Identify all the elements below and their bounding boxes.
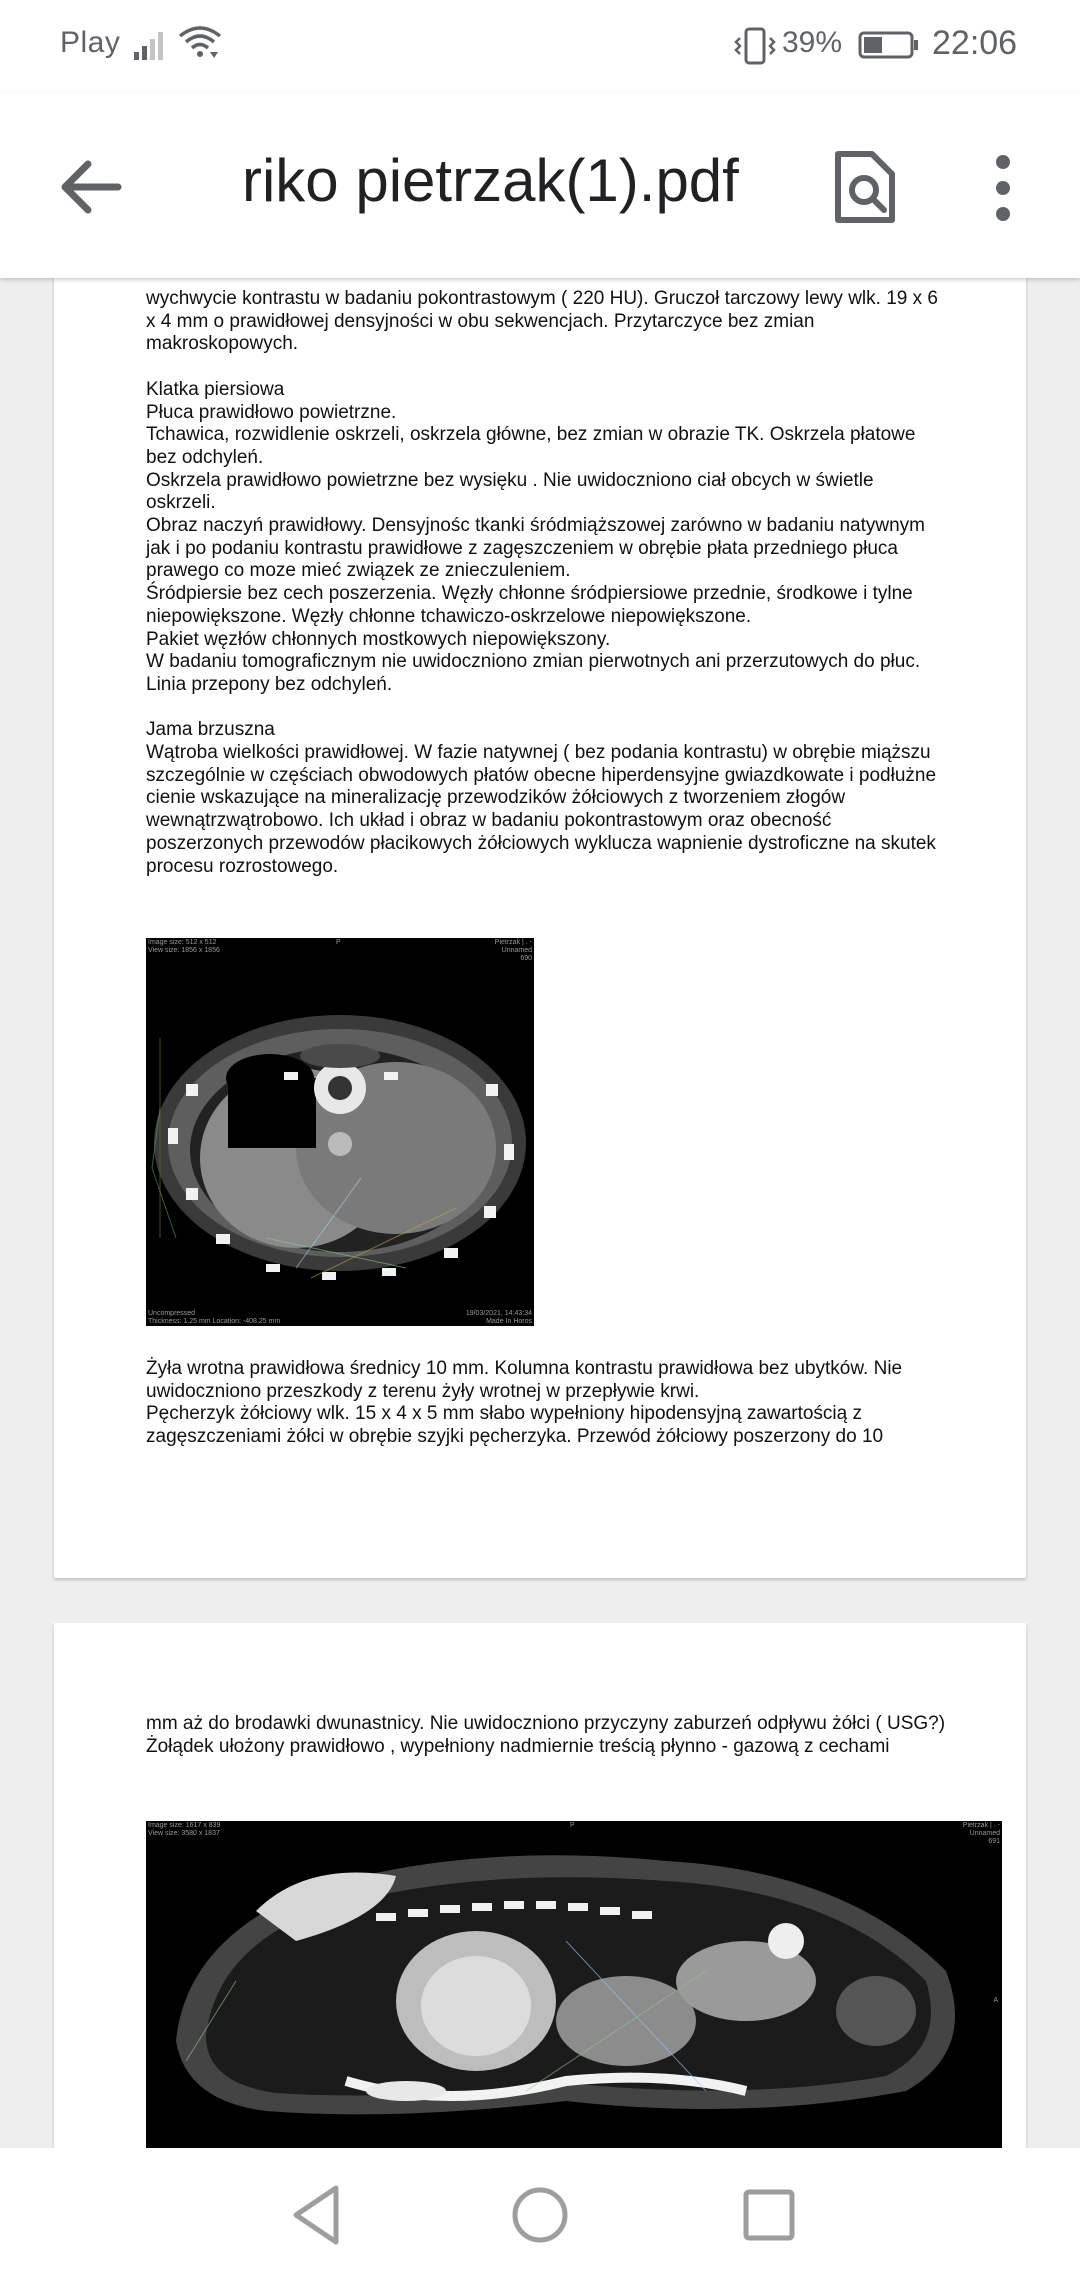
scan-orientation-right: A xyxy=(993,1997,998,2004)
back-arrow-icon[interactable] xyxy=(56,152,126,222)
ct-scan-sagittal-image xyxy=(146,1821,1002,2148)
paragraph: Płuca prawidłowo powietrzne. xyxy=(146,401,397,423)
vibrate-icon xyxy=(732,26,778,66)
section-heading-abdomen: Jama brzuszna xyxy=(146,719,275,741)
paragraph: Linia przepony bez odchyleń. xyxy=(146,673,393,695)
scan-date: 19/03/2021, 14:43:34 xyxy=(465,1310,532,1317)
scan-orientation-label: P xyxy=(336,939,341,946)
recents-square-icon[interactable] xyxy=(734,2180,804,2250)
paragraph: Oskrzela prawidłowo powietrzne bez wysięku . Nie uwidoczniono ciał obcych w świetle oskrzeli. xyxy=(146,469,874,514)
scan-info-image-size: Image size: 1617 x 839 xyxy=(148,1822,221,1829)
wifi-icon xyxy=(178,24,222,62)
battery-icon xyxy=(858,30,920,60)
scan-patient-name: Pietrzak | . - xyxy=(962,1822,1000,1829)
status-bar xyxy=(0,0,1080,92)
scan-software: Made In Horos xyxy=(486,1318,532,1325)
paragraph: Wątroba wielkości prawidłowej. W fazie natywnej ( bez podania kontrastu) w obrębie miąższu szczególnie w częściach obwodowych płatów obecne hiperdensyjne gwiazdkowate i podłużne cienie wskazujące na mineralizację przewodzików żółciowych z tworzeniem złogów wewnątrzwątrobowo. Ich układ i obraz w badaniu pokontrastowym oraz obecność poszerzonych przewodów płacikowych żółciowych wyklucza wapnienie dystroficzne na skutek procesu rozrostowego. xyxy=(146,742,937,877)
battery-percent: 39% xyxy=(782,26,843,59)
scan-info-view-size: View size: 1856 x 1856 xyxy=(148,947,220,954)
scan-patient-name: Pietrzak | . - xyxy=(494,939,532,946)
scan-image-number: 690 xyxy=(520,955,532,962)
signal-icon xyxy=(134,30,166,60)
pdf-page-2 xyxy=(54,1623,1026,2148)
paragraph: Tchawica, rozwidlenie oskrzeli, oskrzela główne, bez zmian w obrazie TK. Oskrzela płatowe bez odchyleń. xyxy=(146,424,916,468)
paragraph: W badaniu tomograficznym nie uwidoczniono zmian pierwotnych ani przerzutowych do płuc. xyxy=(146,651,921,673)
scan-info-view-size: View size: 3580 x 1837 xyxy=(148,1830,220,1837)
scan-series-name: Unnamed xyxy=(969,1830,1000,1837)
system-navigation-bar xyxy=(0,2148,1080,2280)
page1-text-top xyxy=(146,288,946,878)
scan-orientation-label: P xyxy=(570,1822,575,1829)
pdf-viewer[interactable] xyxy=(0,278,1080,2148)
page1-text-bottom xyxy=(146,1358,946,1449)
home-circle-icon[interactable] xyxy=(505,2180,575,2250)
paragraph: Pakiet węzłów chłonnych mostkowych niepowiększony. xyxy=(146,628,611,650)
paragraph: Pęcherzyk żółciowy wlk. 15 x 4 x 5 mm słabo wypełniony hipodensyjną zawartością z zagęszczeniami żółci w obrębie szyjki pęcherzyka. Przewód żółciowy poszerzony do 10 xyxy=(146,1403,884,1448)
scan-info-image-size: Image size: 512 x 512 xyxy=(148,939,217,946)
more-vert-icon[interactable] xyxy=(990,152,1016,224)
scan-image-number: 691 xyxy=(988,1838,1000,1845)
paragraph: Śródpiersie bez cech poszerzenia. Węzły chłonne śródpiersiowe przednie, środkowe i tylne niepowiększone. Węzły chłonne tchawiczo-oskrzelowe niepowiększone. xyxy=(146,583,913,627)
paragraph-gap xyxy=(146,697,946,720)
ct-scan-axial-image xyxy=(146,938,534,1326)
clock-time: 22:06 xyxy=(932,24,1018,62)
back-triangle-icon[interactable] xyxy=(282,2180,352,2250)
paragraph: wychwycie kontrastu w badaniu pokontrastowym ( 220 HU). Gruczoł tarczowy lewy wlk. 19 x 6 x 4 mm o prawidłowej densyjności w obu sekwencjach. Przytarczyce bez zmian makroskopowych. xyxy=(146,288,938,355)
app-bar xyxy=(0,92,1080,278)
paragraph: Żyła wrotna prawidłowa średnicy 10 mm. Kolumna kontrastu prawidłowa bez ubytków. Nie uwidoczniono przeszkody z terenu żyły wrotnej w przepływie krwi. xyxy=(146,1358,903,1402)
section-heading-chest: Klatka piersiowa xyxy=(146,378,285,400)
ct-sagittal-illustration xyxy=(146,1821,1002,2148)
paragraph: mm aż do brodawki dwunastnicy. Nie uwidoczniono przyczyny zaburzeń odpływu żółci ( USG?) xyxy=(146,1713,946,1734)
document-title: riko pietrzak(1).pdf xyxy=(242,147,739,214)
scan-compression: Uncompressed xyxy=(148,1310,196,1317)
scan-thickness-location: Thickness: 1.25 mm Location: -408.25 mm xyxy=(148,1318,281,1325)
document-search-icon[interactable] xyxy=(832,148,898,226)
paragraph-gap xyxy=(146,356,946,379)
page2-text xyxy=(146,1713,946,1758)
pdf-page-1 xyxy=(54,278,1026,1578)
ct-axial-illustration xyxy=(146,938,534,1326)
paragraph: Żołądek ułożony prawidłowo , wypełniony nadmiernie treścią płynno - gazową z cechami xyxy=(146,1735,890,1757)
carrier-name: Play xyxy=(60,26,121,59)
paragraph: Obraz naczyń prawidłowy. Densyjnośc tkanki śródmiąższowej zarówno w badaniu natywnym jak i po podaniu kontrastu prawidłowe z zagęszczeniem w obrębie płata przedniego płuca prawego co moze mieć związek ze znieczuleniem. xyxy=(146,515,925,582)
scan-series-name: Unnamed xyxy=(501,947,532,954)
